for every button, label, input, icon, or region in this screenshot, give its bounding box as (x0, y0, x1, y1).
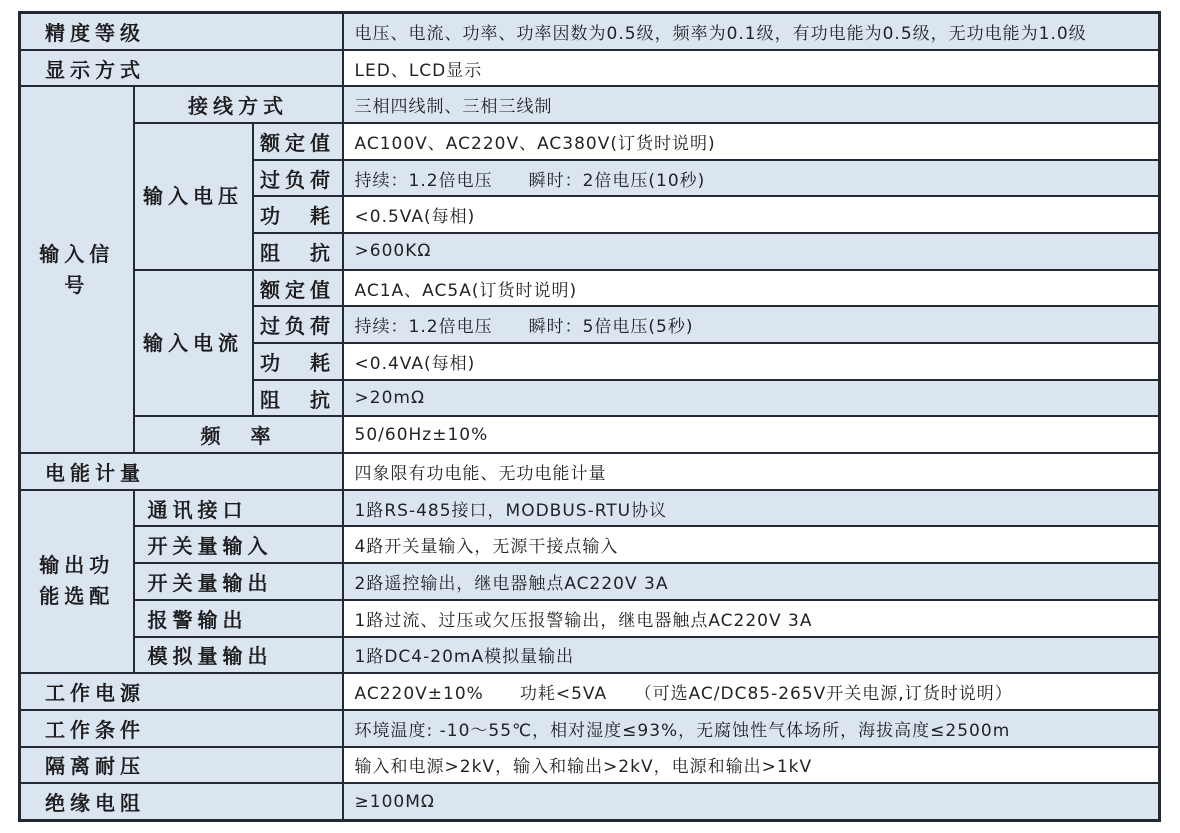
row-working-conditions (20, 710, 1160, 747)
analog-output-label: 模拟量输出 (134, 637, 343, 674)
current-rated-label: 额定值 (253, 270, 343, 307)
row-frequency (20, 416, 1160, 453)
working-conditions-label: 工作条件 (20, 710, 343, 747)
current-consumption-value: <0.4VA(每相) (343, 343, 1160, 380)
row-voltage-rated (20, 123, 1160, 160)
row-isolation-voltage (20, 747, 1160, 784)
voltage-overload-value: 持续：1.2倍电压 瞬时：2倍电压(10秒) (343, 160, 1160, 197)
voltage-rated-value: AC100V、AC220V、AC380V(订货时说明) (343, 123, 1160, 160)
insulation-resistance-value: ≥100MΩ (343, 783, 1160, 820)
spec-table (18, 11, 1161, 822)
wiring-mode-label: 接线方式 (134, 86, 343, 123)
current-impedance-label: 阻 抗 (253, 380, 343, 417)
digital-input-value: 4路开关量输入，无源干接点输入 (343, 526, 1160, 563)
row-digital-input (20, 526, 1160, 563)
accuracy-class-label: 精度等级 (20, 13, 343, 50)
voltage-consumption-value: <0.5VA(每相) (343, 196, 1160, 233)
power-supply-label: 工作电源 (20, 673, 343, 710)
current-rated-value: AC1A、AC5A(订货时说明) (343, 270, 1160, 307)
voltage-impedance-value: >600KΩ (343, 233, 1160, 270)
voltage-rated-label: 额定值 (253, 123, 343, 160)
working-conditions-value: 环境温度: -10～55℃，相对湿度≤93%，无腐蚀性气体场所，海拔高度≤2500m (343, 710, 1160, 747)
current-consumption-label: 功 耗 (253, 343, 343, 380)
isolation-voltage-label: 隔离耐压 (20, 747, 343, 784)
current-impedance-value: >20mΩ (343, 380, 1160, 417)
voltage-consumption-label: 功 耗 (253, 196, 343, 233)
row-comm-interface (20, 490, 1160, 527)
comm-interface-label: 通讯接口 (134, 490, 343, 527)
row-digital-output (20, 563, 1160, 600)
voltage-overload-label: 过负荷 (253, 160, 343, 197)
analog-output-value: 1路DC4-20mA模拟量输出 (343, 637, 1160, 674)
row-analog-output (20, 637, 1160, 674)
energy-metering-value: 四象限有功电能、无功电能计量 (343, 453, 1160, 490)
alarm-output-label: 报警输出 (134, 600, 343, 637)
current-overload-value: 持续：1.2倍电压 瞬时：5倍电压(5秒) (343, 306, 1160, 343)
output-functions-label: 输出功能选配 (20, 490, 134, 673)
row-energy-metering (20, 453, 1160, 490)
row-alarm-output (20, 600, 1160, 637)
row-accuracy-class (20, 13, 1160, 50)
display-mode-label: 显示方式 (20, 50, 343, 87)
isolation-voltage-value: 输入和电源>2kV，输入和输出>2kV，电源和输出>1kV (343, 747, 1160, 784)
insulation-resistance-label: 绝缘电阻 (20, 783, 343, 820)
energy-metering-label: 电能计量 (20, 453, 343, 490)
digital-output-value: 2路遥控输出，继电器触点AC220V 3A (343, 563, 1160, 600)
row-wiring-mode (20, 86, 1160, 123)
row-power-supply (20, 673, 1160, 710)
voltage-impedance-label: 阻 抗 (253, 233, 343, 270)
row-display-mode (20, 50, 1160, 87)
accuracy-class-value: 电压、电流、功率、功率因数为0.5级，频率为0.1级，有功电能为0.5级，无功电能为1.0级 (343, 13, 1160, 50)
alarm-output-value: 1路过流、过压或欠压报警输出，继电器触点AC220V 3A (343, 600, 1160, 637)
input-voltage-label: 输入电压 (134, 123, 253, 270)
display-mode-value: LED、LCD显示 (343, 50, 1160, 87)
input-signal-label: 输入信号 (20, 86, 134, 453)
frequency-label: 频 率 (134, 416, 343, 453)
row-insulation-resistance (20, 783, 1160, 820)
current-overload-label: 过负荷 (253, 306, 343, 343)
frequency-value: 50/60Hz±10% (343, 416, 1160, 453)
input-current-label: 输入电流 (134, 270, 253, 417)
row-current-rated (20, 270, 1160, 307)
comm-interface-value: 1路RS-485接口，MODBUS-RTU协议 (343, 490, 1160, 527)
wiring-mode-value: 三相四线制、三相三线制 (343, 86, 1160, 123)
power-supply-value: AC220V±10% 功耗<5VA （可选AC/DC85-265V开关电源,订货时说明） (343, 673, 1160, 710)
digital-output-label: 开关量输出 (134, 563, 343, 600)
digital-input-label: 开关量输入 (134, 526, 343, 563)
